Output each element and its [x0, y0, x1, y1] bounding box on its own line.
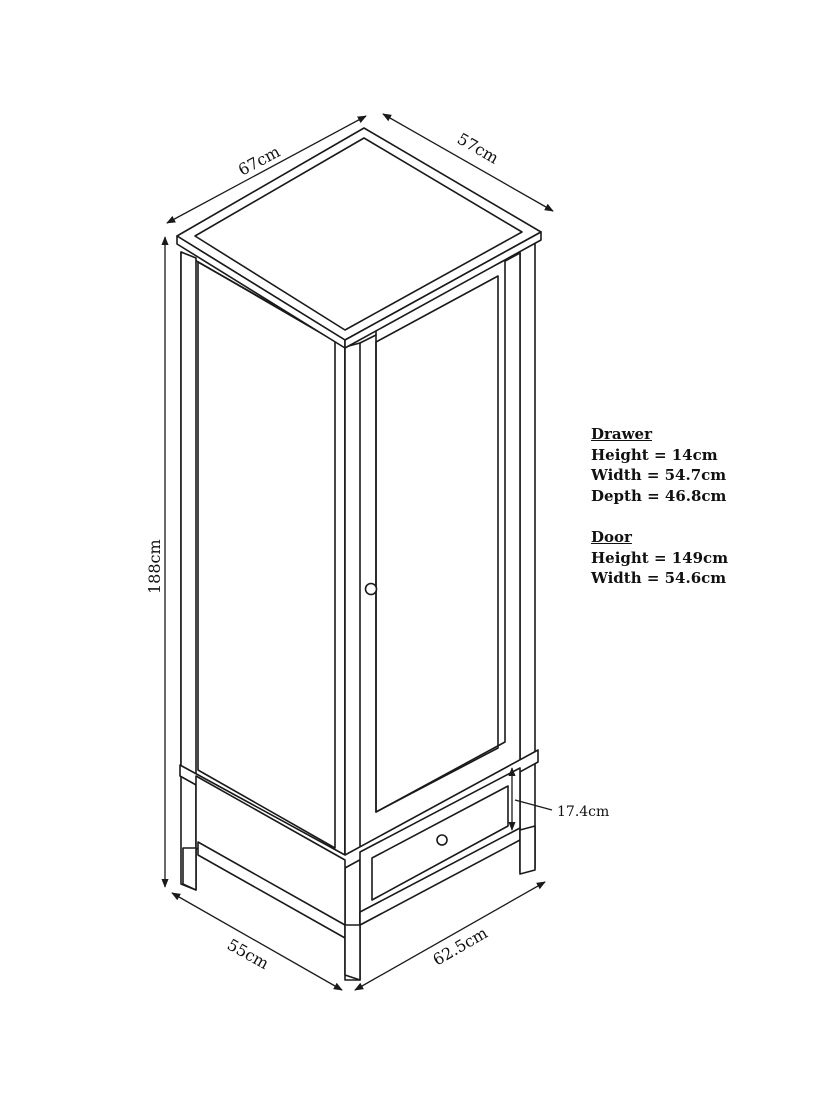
door-width: Width = 54.6cm: [591, 569, 727, 587]
left-leg: [183, 848, 196, 890]
door-knob: [366, 584, 377, 595]
label-height: 188cm: [145, 539, 164, 594]
label-drawer-front: 17.4cm: [557, 804, 610, 820]
spacer: [591, 506, 728, 527]
drawer-heading: Drawer: [591, 425, 652, 443]
right-leg: [520, 826, 535, 874]
door: [376, 260, 505, 812]
label-top-depth: 57cm: [454, 129, 503, 168]
back-right-post: [520, 242, 535, 872]
drawer-height: Height = 14cm: [591, 445, 718, 464]
drawer-width: Width = 54.7cm: [591, 466, 727, 484]
drawer-knob: [437, 835, 447, 845]
wardrobe-outline: [177, 128, 541, 980]
label-base-width: 62.5cm: [429, 923, 491, 970]
front-leg: [345, 925, 360, 980]
left-front-post: [181, 252, 196, 890]
specifications-panel: [591, 424, 728, 589]
label-top-width: 67cm: [234, 141, 284, 180]
drawer-depth: Depth = 46.8cm: [591, 486, 727, 505]
label-base-depth: 55cm: [224, 934, 273, 974]
door-heading: Door: [591, 528, 632, 546]
left-side-panel: [181, 252, 345, 860]
door-height: Height = 149cm: [591, 548, 729, 567]
front-corner-post: [345, 343, 360, 980]
